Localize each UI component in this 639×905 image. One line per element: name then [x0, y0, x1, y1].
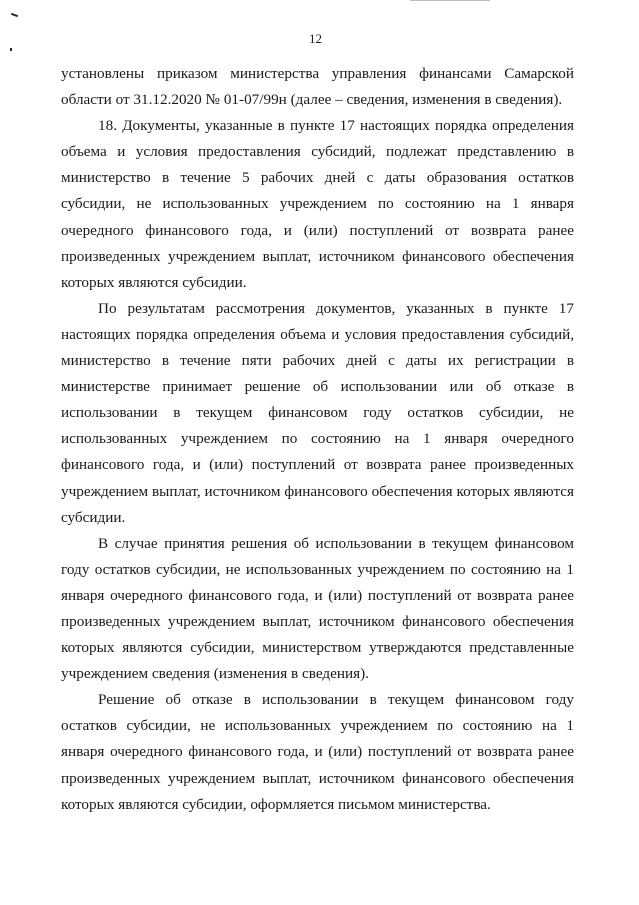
paragraph-continuation: установлены приказом министерства управления финансами Самарской области от 31.12.2020 № 01-07/99н (далее – сведения, изменения в сведения). — [61, 65, 574, 109]
page-number: 12 — [309, 31, 322, 46]
document-body — [61, 61, 574, 818]
scan-artifact-mark — [11, 13, 18, 17]
scan-artifact-dot — [10, 48, 12, 51]
paragraph-item-18: 18. Документы, указанные в пункте 17 настоящих порядка определения объема и условия предоставления субсидий, подлежат представлению в министерство в течение 5 рабочих дней с даты образования остатков субсидии, не использованных учреждением по состоянию на 1 января очередного финансового года, и (или) поступлений от возврата ранее произведенных учреждением выплат, источником финансового обеспечения которых являются субсидии. — [61, 117, 574, 291]
paragraph-review-results: По результатам рассмотрения документов, указанных в пункте 17 настоящих порядка определения объема и условия предоставления субсидий, министерство в течение пяти рабочих дней с даты их регистрации в министерстве принимает решение об использовании или об отказе в использовании в текущем финансовом году остатков субсидии, не использованных учреждением по состоянию на 1 января очередного финансового года, и (или) поступлений от возврата ранее произведенных учреждением выплат, источником финансового обеспечения которых являются субсидии. — [61, 299, 574, 526]
scan-artifact-line — [410, 0, 490, 1]
paragraph-refusal-case: Решение об отказе в использовании в текущем финансовом году остатков субсидии, не использованных учреждением по состоянию на 1 января очередного финансового года, и (или) поступлений от возврата ранее произведенных учреждением выплат, источником финансового обеспечения которых являются субсидии, оформляется письмом министерства. — [61, 691, 574, 813]
paragraph-approval-case: В случае принятия решения об использовании в текущем финансовом году остатков субсидии, не использованных учреждением по состоянию на 1 января очередного финансового года, и (или) поступлений от возврата ранее произведенных учреждением выплат, источником финансового обеспечения которых являются субсидии, министерством утверждаются представленные учреждением сведения (изменения в сведения). — [61, 534, 574, 683]
